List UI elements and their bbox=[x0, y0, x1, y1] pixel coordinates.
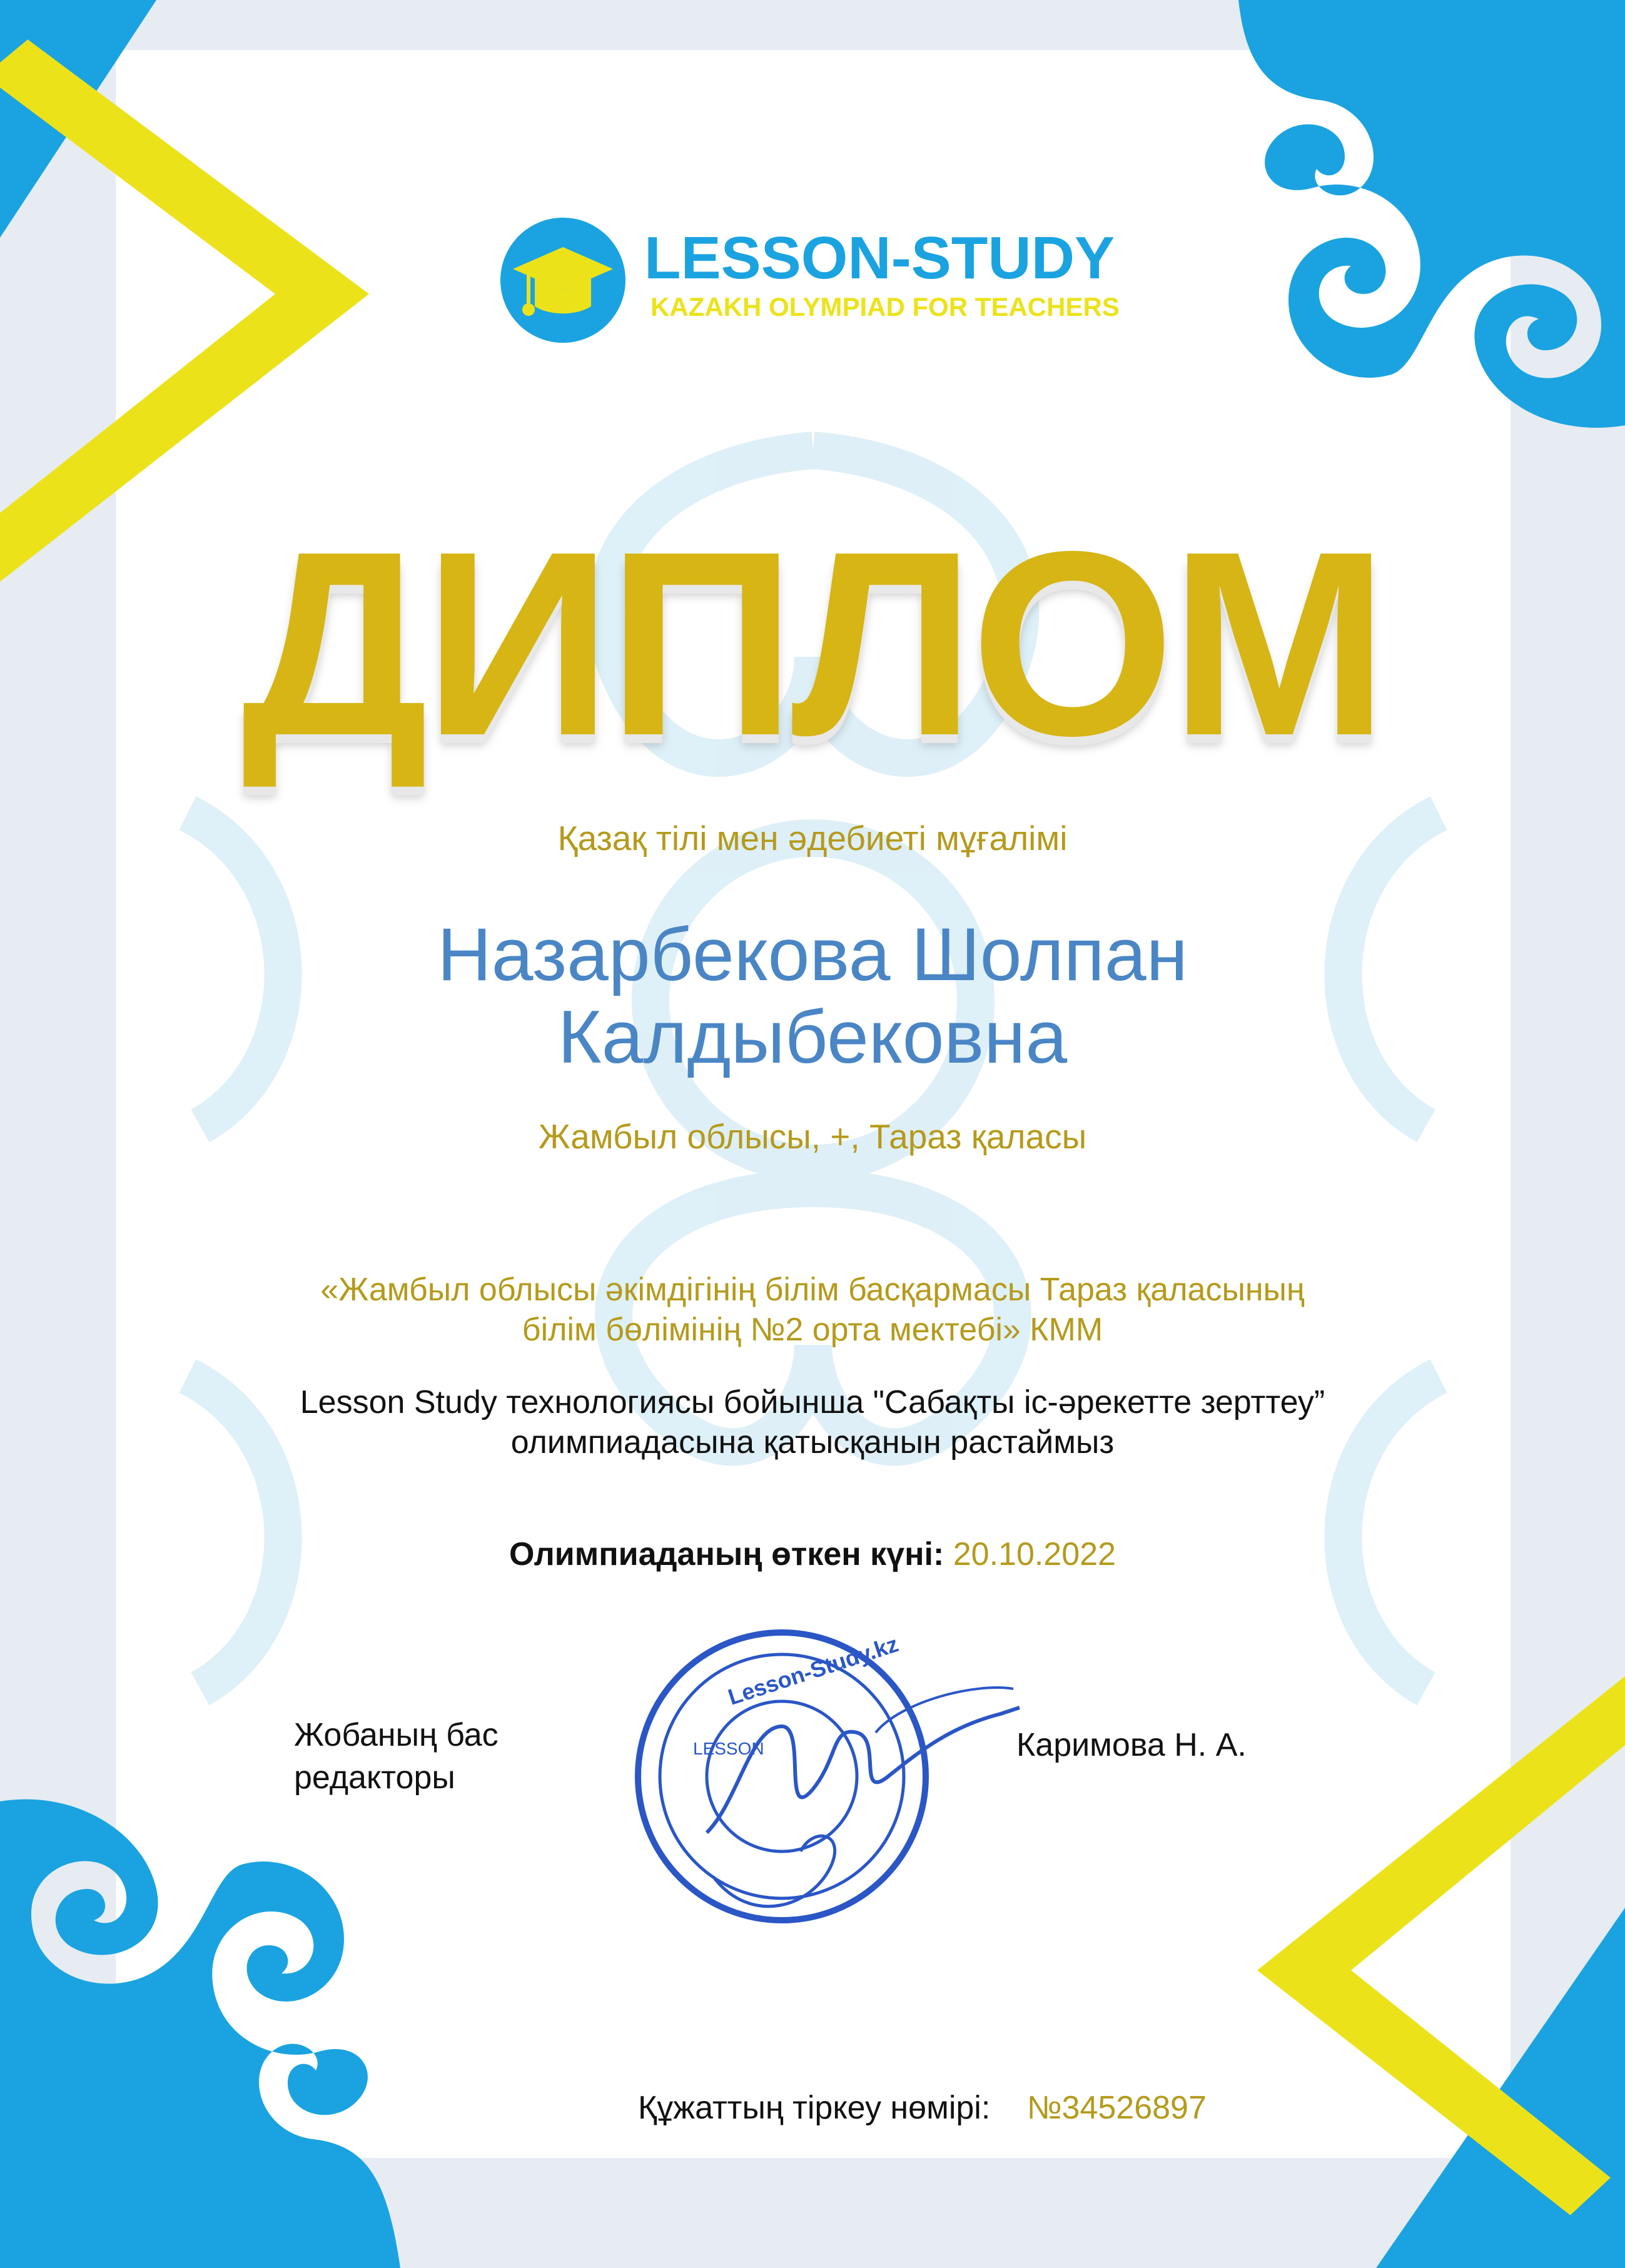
recipient-subject: Қазақ тілі мен әдебиеті мұғалімі bbox=[557, 819, 1068, 858]
diploma-title: ДИПЛОМ bbox=[241, 497, 1384, 791]
school-line1: «Жамбыл облысы әкімдігінің білім басқармасы Тараз қаласының bbox=[320, 1272, 1305, 1308]
statement-line2: олимпиадасына қатысқанын растаймыз bbox=[510, 1424, 1115, 1461]
svg-text:Lesson-Study.kz: Lesson-Study.kz bbox=[724, 1631, 902, 1710]
chief-editor-label-line2: редакторы bbox=[294, 1759, 455, 1796]
participation-statement bbox=[0, 1382, 1625, 1462]
olympiad-date-label: Олимпиаданың өткен күні: bbox=[509, 1536, 944, 1572]
school-line2: білім бөлімінің №2 орта мектебі» КММ bbox=[522, 1312, 1103, 1348]
recipient-name bbox=[0, 913, 1625, 1078]
chief-editor-label-line1: Жобаның бас bbox=[294, 1717, 499, 1753]
recipient-school bbox=[0, 1270, 1625, 1350]
olympiad-date-value: 20.10.2022 bbox=[953, 1536, 1116, 1572]
recipient-name-line2: Калдыбековна bbox=[557, 995, 1068, 1079]
olympiad-date-row bbox=[0, 1536, 1625, 1573]
recipient-name-line1: Назарбекова Шолпан bbox=[437, 913, 1188, 996]
chief-editor-label bbox=[294, 1714, 544, 1799]
logo-tagline: KAZAKH OLYMPIAD FOR TEACHERS bbox=[651, 292, 1120, 321]
recipient-region: Жамбыл облысы, +, Тараз қаласы bbox=[538, 1117, 1087, 1156]
registration-number: №34526897 bbox=[1026, 2090, 1207, 2126]
chief-editor-name: Каримова Н. А. bbox=[1016, 1727, 1247, 1763]
logo-name: LESSON-STUDY bbox=[644, 225, 1115, 291]
statement-line1: Lesson Study технологиясы бойынша "Сабақты іс-әрекетте зерттеу” bbox=[300, 1384, 1325, 1420]
svg-text:LESSON: LESSON bbox=[693, 1739, 764, 1758]
registration-label: Құжаттың тіркеу нөмірі: bbox=[638, 2090, 991, 2126]
registration-row bbox=[638, 2089, 1207, 2127]
